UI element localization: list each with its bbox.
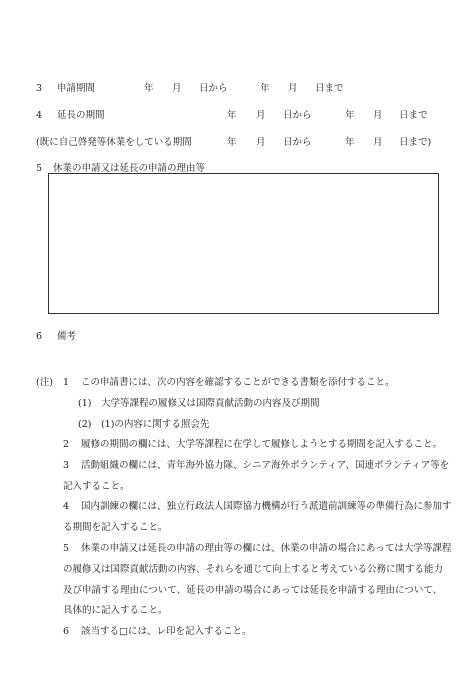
existing-leave-label: (既に自己啓発等休業をしている期間	[36, 137, 192, 148]
existing-leave-end-year: 年	[345, 137, 355, 148]
section-4-end-year: 年	[345, 110, 355, 121]
note-5-line-4: 具体的に記入すること。	[63, 605, 168, 616]
note-1-text: この申請書には、次の内容を確認することができる書類を添付すること。	[81, 377, 395, 388]
section-4-start-month: 月	[256, 110, 266, 121]
note-3-number: 3	[63, 460, 70, 471]
existing-leave-start-month: 月	[256, 137, 266, 148]
section-4-end-month: 月	[373, 110, 383, 121]
note-5-number: 5	[63, 543, 70, 554]
section-4-number: 4	[36, 110, 43, 121]
existing-leave-start-year: 年	[227, 137, 237, 148]
existing-leave-end-month: 月	[373, 137, 383, 148]
note-6-number: 6	[63, 626, 70, 637]
note-4-line-1: 国内訓練の欄には、独立行政法人国際協力機構が行う派遣前訓練等の準備行為に参加す	[81, 501, 452, 512]
note-3-line-2: 記入すること。	[63, 481, 130, 492]
section-6-number: 6	[36, 331, 43, 342]
section-5-number: 5	[36, 163, 43, 174]
note-4-line-2: る期間を記入すること。	[63, 522, 168, 533]
note-1-item-1: (1) 大学等課程の履修又は国際貢献活動の内容及び期間	[78, 398, 320, 409]
section-4-start-year: 年	[227, 110, 237, 121]
note-2-text: 履修の期間の欄には、大学等課程に在学して履修しようとする期間を記入すること。	[81, 439, 443, 450]
note-1-item-2: (2) (1)の内容に関する照会先	[78, 419, 210, 430]
section-3-end-day: 日まで	[315, 83, 344, 94]
section-3-label: 申請期間	[57, 83, 96, 94]
existing-leave-end-day: 日まで)	[399, 137, 432, 148]
note-5-line-3: 及び申請する理由について、延長の申請の場合にあっては延長を申請する理由について、	[63, 585, 443, 596]
section-3-end-year: 年	[260, 83, 270, 94]
section-3-end-month: 月	[288, 83, 298, 94]
section-4-end-day: 日まで	[399, 110, 428, 121]
section-4-start-day: 日から	[283, 110, 312, 121]
note-5-line-2: の履修又は国際貢献活動の内容、それらを通じて向上すると考えている公務に関する能力	[63, 564, 444, 575]
note-1-number: 1	[63, 377, 70, 388]
note-2-number: 2	[63, 439, 70, 450]
note-4-number: 4	[63, 501, 70, 512]
section-4-label: 延長の期間	[57, 110, 105, 121]
notes-heading: (注)	[36, 377, 53, 388]
note-6-text: 該当する□には、レ印を記入すること。	[81, 626, 252, 637]
section-3-start-month: 月	[172, 83, 182, 94]
note-5-line-1: 休業の申請又は延長の申請の理由等の欄には、休業の申請の場合にあっては大学等課程	[81, 543, 452, 554]
section-3-start-year: 年	[144, 83, 154, 94]
section-6-label: 備考	[57, 331, 77, 342]
existing-leave-start-day: 日から	[283, 137, 312, 148]
note-3-line-1: 活動組織の欄には、青年海外協力隊、シニア海外ボランティア、国連ボランティア等を	[81, 460, 450, 471]
section-5-label: 休業の申請又は延長の申請の理由等	[53, 163, 206, 174]
reason-text-box[interactable]	[48, 173, 439, 314]
section-3-number: 3	[36, 83, 43, 94]
section-3-start-day: 日から	[199, 83, 228, 94]
